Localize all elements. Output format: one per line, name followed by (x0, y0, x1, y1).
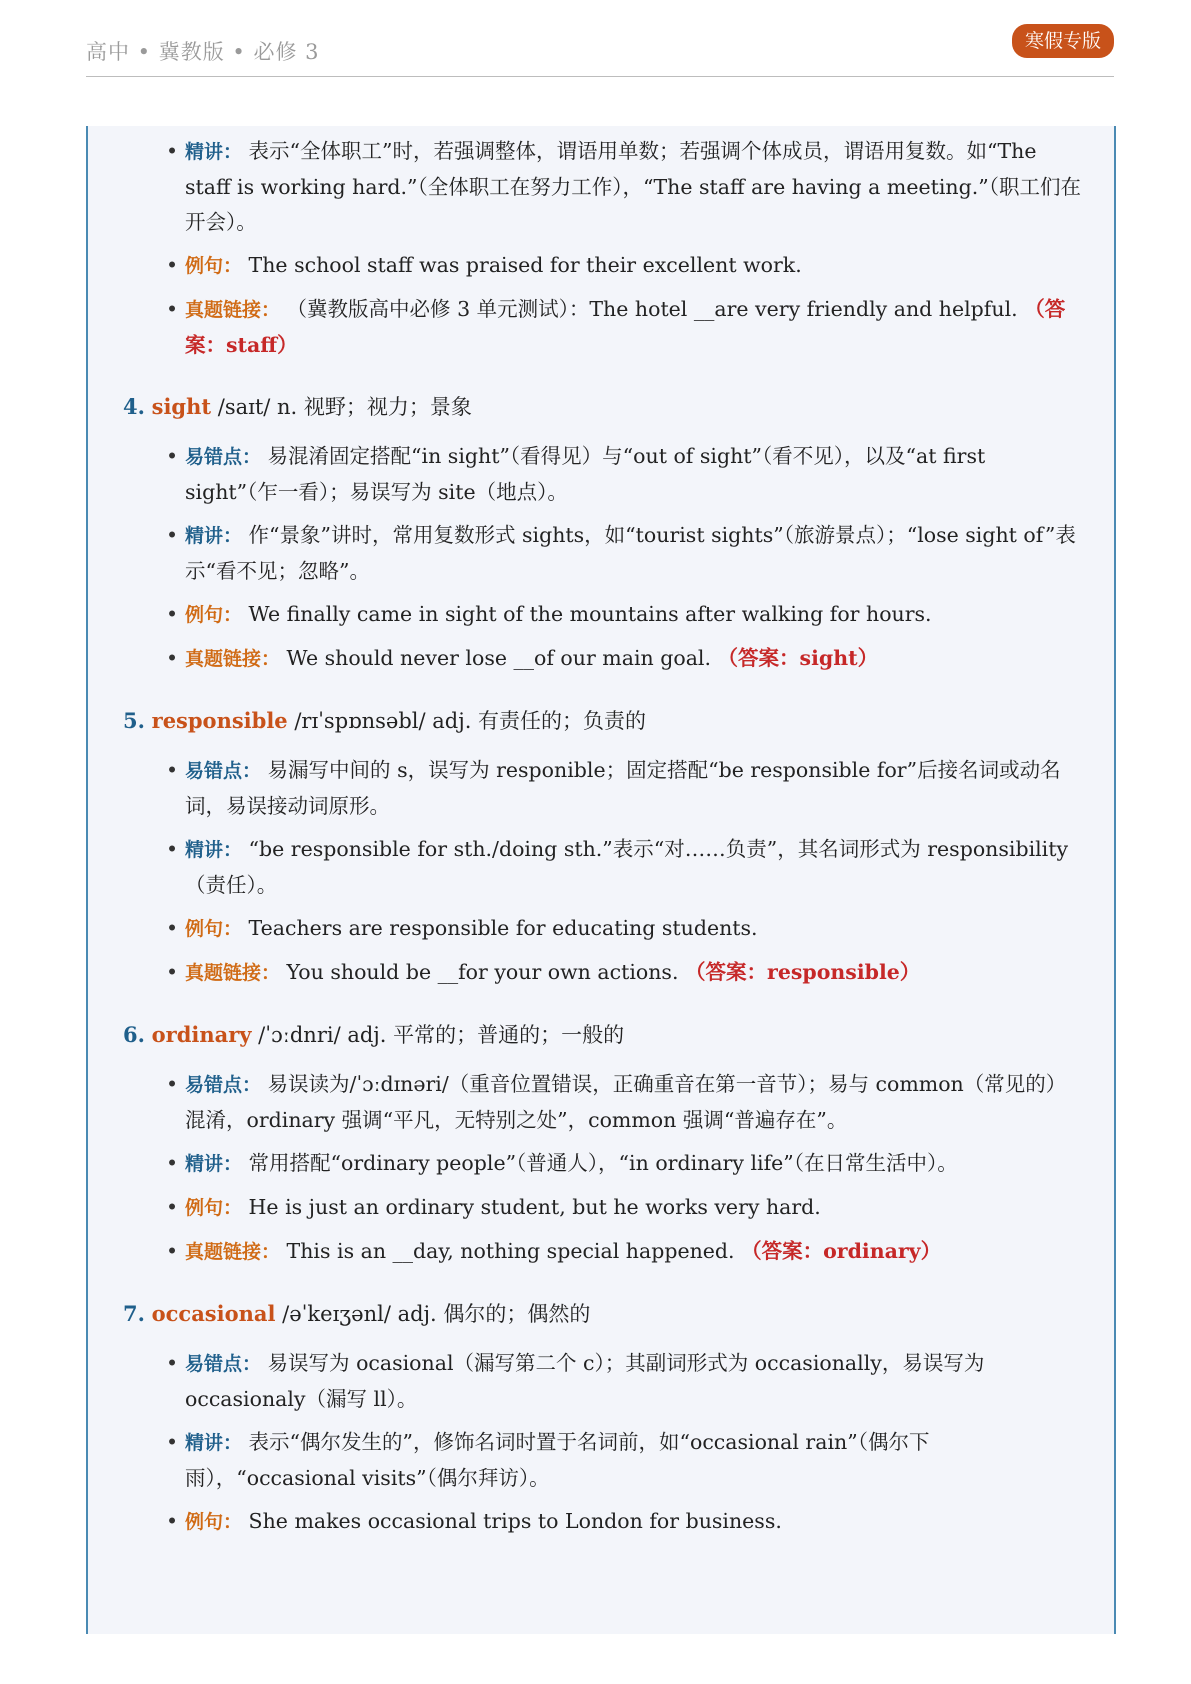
example-label: 例句： (185, 918, 243, 940)
exam-bullet (166, 955, 1082, 991)
example-text: Teachers are responsible for educating students. (248, 916, 758, 940)
bullet-dot: • (166, 1509, 179, 1533)
exam-label: 真题链接： (185, 1241, 281, 1263)
entry-bullets (88, 1067, 1114, 1270)
bullet-dot: • (166, 139, 179, 163)
exam-answer: （答案：sight） (717, 646, 879, 670)
example-label: 例句： (185, 255, 243, 277)
error-text: 易误写为 ocasional（漏写第二个 c）；其副词形式为 occasionally，易误写为 occasionaly（漏写 ll）。 (185, 1351, 985, 1411)
entry-definition: /əˈkeɪʒənl/ adj. 偶尔的；偶然的 (275, 1302, 591, 1326)
explain-bullet (166, 1425, 1082, 1496)
exam-bullet (166, 641, 1082, 677)
bullet-dot: • (166, 444, 179, 468)
entry-definition: /rɪˈspɒnsəbl/ adj. 有责任的；负责的 (287, 709, 647, 733)
error-text: 易漏写中间的 s，误写为 responible；固定搭配“be responsible for”后接名词或动名词，易误接动词原形。 (185, 758, 1061, 818)
bullet-dot: • (166, 523, 179, 547)
bullet-dot: • (166, 1151, 179, 1175)
explain-text: 作“景象”讲时，常用复数形式 sights，如“tourist sights”（旅游景点）；“lose sight of”表示“看不见；忽略”。 (185, 523, 1076, 583)
example-text: He is just an ordinary student, but he works very hard. (248, 1195, 821, 1219)
error-bullet (166, 439, 1082, 510)
book-title: 高中 • 冀教版 • 必修 3 (86, 40, 320, 64)
page-header (86, 24, 1114, 77)
vocab-content (88, 126, 1114, 1540)
entry-word: ordinary (151, 1022, 252, 1047)
edition-badge: 寒假专版 (1012, 24, 1114, 58)
explain-bullet (166, 134, 1082, 240)
error-bullet (166, 1346, 1082, 1417)
error-label: 易错点： (185, 446, 262, 468)
bullet-dot: • (166, 960, 179, 984)
example-label: 例句： (185, 1197, 243, 1219)
entry-number: 6. (123, 1022, 145, 1047)
error-bullet (166, 753, 1082, 824)
explain-label: 精讲： (185, 1153, 243, 1175)
content-panel (86, 126, 1116, 1634)
explain-text: 表示“全体职工”时，若强调整体，谓语用单数；若强调个体成员，谓语用复数。如“The staff is working hard.”（全体职工在努力工作），“The staff are having a meeting.”（职工们在开会）。 (185, 139, 1081, 234)
entry-bullets (88, 1346, 1114, 1540)
explain-label: 精讲： (185, 525, 243, 547)
vocab-entry-heading (123, 389, 1114, 425)
error-label: 易错点： (185, 1074, 262, 1096)
explain-bullet (166, 518, 1082, 589)
exam-label: 真题链接： (185, 648, 281, 670)
example-bullet (166, 248, 1082, 284)
bullet-dot: • (166, 646, 179, 670)
bullet-dot: • (166, 1072, 179, 1096)
exam-bullet (166, 1234, 1082, 1270)
exam-text: You should be __for your own actions. (286, 960, 679, 984)
bullet-dot: • (166, 253, 179, 277)
entry-definition: /saɪt/ n. 视野；视力；景象 (211, 395, 472, 419)
explain-label: 精讲： (185, 141, 243, 163)
exam-text: （冀教版高中必修 3 单元测试）：The hotel __are very friendly and helpful. (286, 297, 1018, 321)
prev-entry-bullets (88, 134, 1114, 363)
entry-number: 5. (123, 708, 145, 733)
explain-text: 表示“偶尔发生的”，修饰名词时置于名词前，如“occasional rain”（偶尔下雨），“occasional visits”（偶尔拜访）。 (185, 1430, 930, 1490)
bullet-dot: • (166, 297, 179, 321)
example-label: 例句： (185, 604, 243, 626)
entry-definition: /ˈɔːdnri/ adj. 平常的；普通的；一般的 (251, 1023, 625, 1047)
bullet-dot: • (166, 1239, 179, 1263)
exam-text: We should never lose __of our main goal. (286, 646, 711, 670)
entry-word: sight (151, 394, 212, 419)
error-bullet (166, 1067, 1082, 1138)
exam-label: 真题链接： (185, 299, 281, 321)
exam-answer: （答案：staff） (185, 297, 1066, 357)
exam-answer: （答案：ordinary） (741, 1239, 942, 1263)
error-label: 易错点： (185, 1353, 262, 1375)
bullet-dot: • (166, 602, 179, 626)
bullet-dot: • (166, 1195, 179, 1219)
explain-bullet (166, 1146, 1082, 1182)
entry-bullets (88, 753, 1114, 991)
exam-answer: （答案：responsible） (685, 960, 921, 984)
explain-bullet (166, 832, 1082, 903)
bullet-dot: • (166, 1430, 179, 1454)
example-bullet (166, 597, 1082, 633)
explain-text: 常用搭配“ordinary people”（普通人），“in ordinary life”（在日常生活中）。 (248, 1151, 958, 1175)
error-text: 易误读为/ˈɔːdɪnəri/（重音位置错误，正确重音在第一音节）；易与 common（常见的）混淆，ordinary 强调“平凡，无特别之处”，common 强调“普遍存在”。 (185, 1072, 1067, 1132)
entry-number: 4. (123, 394, 145, 419)
bullet-dot: • (166, 758, 179, 782)
explain-label: 精讲： (185, 839, 243, 861)
example-bullet (166, 1504, 1082, 1540)
entry-word: responsible (151, 708, 288, 733)
explain-text: “be responsible for sth./doing sth.”表示“对……负责”，其名词形式为 responsibility（责任）。 (185, 837, 1069, 897)
example-bullet (166, 911, 1082, 947)
entry-bullets (88, 439, 1114, 677)
explain-label: 精讲： (185, 1432, 243, 1454)
vocab-entry-heading (123, 1017, 1114, 1053)
vocab-entry-heading (123, 703, 1114, 739)
bullet-dot: • (166, 916, 179, 940)
example-text: We finally came in sight of the mountains after walking for hours. (248, 602, 932, 626)
example-bullet (166, 1190, 1082, 1226)
entry-number: 7. (123, 1301, 145, 1326)
bullet-dot: • (166, 1351, 179, 1375)
example-text: The school staff was praised for their excellent work. (248, 253, 802, 277)
entry-word: occasional (151, 1301, 276, 1326)
error-label: 易错点： (185, 760, 262, 782)
example-text: She makes occasional trips to London for business. (248, 1509, 782, 1533)
exam-label: 真题链接： (185, 962, 281, 984)
exam-text: This is an __day, nothing special happened. (286, 1239, 735, 1263)
exam-bullet (166, 292, 1082, 363)
vocab-entry-heading (123, 1296, 1114, 1332)
bullet-dot: • (166, 837, 179, 861)
error-text: 易混淆固定搭配“in sight”（看得见）与“out of sight”（看不见），以及“at first sight”（乍一看）；易误写为 site（地点）。 (185, 444, 986, 504)
example-label: 例句： (185, 1511, 243, 1533)
